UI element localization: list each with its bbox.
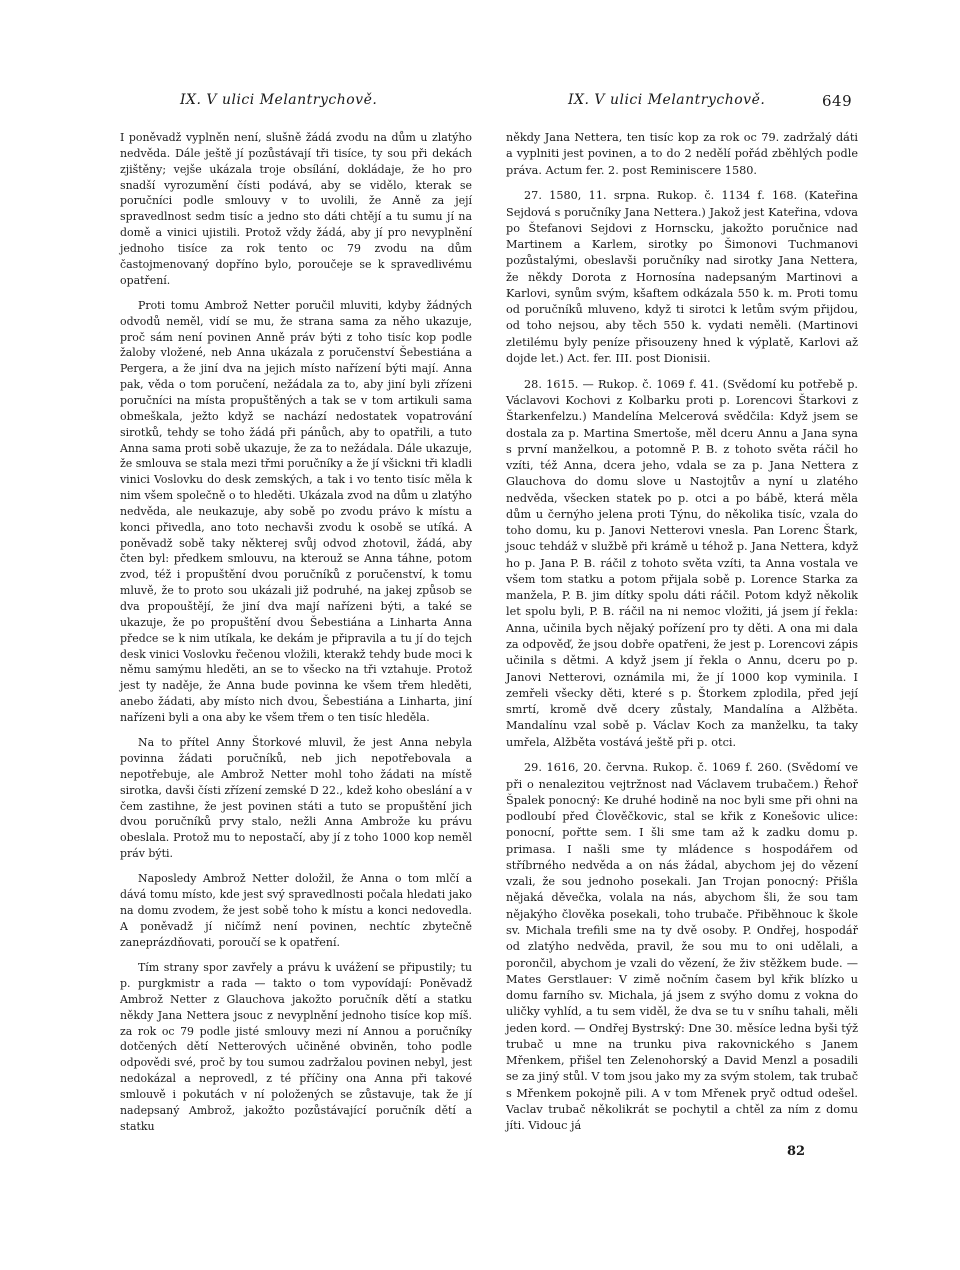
paragraph: 27. 1580, 11. srpna. Rukop. č. 1134 f. 168. (Kateřina Sejdová s poručníky Jana Nettera.) Jakož jest Kateřina, vdova po Štefanovi Sejdovi z Hornscku, jakožto poručnice nad Martinem a Karlem, sirotky po Šimonovi Tuchmanovi pozůstalými, obeslavši poručníky nad sirotky Jana Nettera, že někdy Dorota z Hornosína nadepsaným Martinovi a Karlovi, synům svým, kšaftem odkázala 550 k. m. Proti tomu od poručníků mluveno, když ti sirotci k letům svým přijdou, od toho nejsou, aby těch 550 k. vydati neměli. (Martinovi zletilému byly peníze přisouzeny hned k výplatě, Karlovi až dojde let.) Act. fer. III. post Dionisii.: [506, 189, 858, 365]
paragraph: Naposledy Ambrož Netter doložil, že Anna o tom mlčí a dává tomu místo, kde jest svý spravedlnosti počala hledati jako na domu zvodem, že jest sobě toho k místu a konci nedovedla. A poněvadž jí ničímž není povinen, nechtíc zbytečně zaneprázdňovati, poroučí se k opatření.: [120, 872, 472, 949]
signature-mark: 82: [787, 1144, 806, 1159]
right-column: [506, 130, 858, 1134]
paragraph: I poněvadž vyplněn není, slušně žádá zvodu na dům u zlatýho nedvěda. Dále ještě jí pozůstávají tři tisíce, ty sou při dekách zjištěny; vejše ukázala troje obsílání, dokládaje, že ho pro snadší vyrozumění čísti podává, aby se vidělo, kterak se poručníci podle smlouvy v to uvolili, že Anně za její spravedlnost sedm tisíc a jedno sto dáti chtějí a tu sumu jí na domě a vinici ujistili. Protož vždy žádá, aby jí pro nevyplnění jednoho tisíce za rok tento oc 79 zvodu na dům častojmenovaný dopříno bylo, poroučeje se k spravedlivému opatření.: [120, 131, 472, 287]
running-header-right: IX. V ulici Melantrychově.: [568, 92, 766, 108]
paragraph: 28. 1615. — Rukop. č. 1069 f. 41. (Svědomí ku potřebě p. Václavovi Kochovi z Kolbarku proti p. Lorencovi Štarkovi z Štarkenfelzu.) Mandelína Melcerová svědčila: Když jsem se dostala za p. Martina Smertoše, měl dceru Annu a Jana syna s první manželkou, a potomně P. B. z tohoto světa ráčil ho vzíti, též Anna, dcera jeho, vdala se za p. Jana Nettera z Glauchova do domu slove u Nastojtův a nyní u zlatého nedvěda, všecken statek po p. otci a po bábě, která měla dům u černýho jelena proti Týnu, do několika tisíc, vzala do toho domu, ku p. Janovi Netterovi vnesla. Pan Lorenc Štark, jsouc tehdáž v službě při krámě u téhož p. Jana Nettera, když ho p. Jana P. B. ráčil z tohoto světa vzíti, ta Anna vostala ve všem tom statku a potom přijala sobě p. Lorence Starka za manžela, P. B. jim dítky spolu dáti ráčil. Potom když několik let spolu byli, P. B. ráčil na ni nemoc vložiti, já jsem jí řekla: Anna, učinila bych nějaký pořízení pro ty děti. A ona mi dala za odpověď, že jsou dobře opatřeni, že jest p. Lorencovi zápis učinila s dětmi. A když jsem jí řekla o Annu, dceru po p. Janovi Netterovi, oznámila mi, že jí 1000 kop vyminila. I zemřeli všecky děti, které s p. Štorkem zplodila, před její smrtí, kromě dvě dcery zůstaly, Mandalína a Alžběta. Mandalínu vzal sobě p. Václav Koch za manželku, ta taky umřela, Alžběta vostává ještě při p. otci.: [506, 377, 858, 749]
left-column: [120, 130, 472, 1134]
paragraph: někdy Jana Nettera, ten tisíc kop za rok oc 79. zadržalý dáti a vyplniti jest povinen, a to do 2 nedělí pořád zběhlých podle práva. Actum fer. 2. post Reminiscere 1580.: [506, 131, 858, 177]
paragraph: 29. 1616, 20. června. Rukop. č. 1069 f. 260. (Svědomí ve při o nenalezitou vejtržnost nad Václavem trubačem.) Řehoř Špalek ponocný: Ke druhé hodině na noc byli sme při ohni na podloubí před Člověčkovic, stal se křik z Konešovic ulice: ponocní, pořtte sem. I šli sme tam až k zadku domu p. primasa. I našli sme ty mládence s hospodářem od stříbrného nedvěda a on nás žádal, abychom jej do vězení vzali, že sou jednoho posekali. Jan Trojan ponocný: Přišla nějaká děvečka, volala na nás, abychom šli, že sou tam nějakýho člověka posekali, toho trubače. Přiběhnouc k škole sv. Michala trefili sme na ty dvě osoby. P. Ondřej, hospodář od zlatýho nedvěda, pravil, že sou mu to oni udělali, a porončil, abychom je vzali do vězení, že živ stěžkem bude. — Mates Gerstlauer: V zimě nočním časem byl křik blízko u domu farního sv. Michala, já jsem z svýho domu z vokna do uličky vyhlíd, a tu sem viděl, že dva se tu v sníhu tahali, měli jeden kord. — Ondřej Bystrský: Dne 30. měsíce ledna byši týž trubač u mne na trunku piva rakovnického s Janem Mřenkem, přišel ten Zelenohorský a David Menzl a posadili se za jiný stůl. V tom jsou jako my za svým stolem, tak trubač s Mřenkem pokojně pili. A v tom Mřenek pryč odtud odešel. Vaclav trubač několikrát se pochytil a chtěl za ním z domu jíti. Vidouc já: [506, 761, 858, 1133]
paragraph: Proti tomu Ambrož Netter poručil mluviti, kdyby žádných odvodů neměl, vidí se mu, že strana sama za něho ukazuje, proč sám není povinen Anně práv býti z toho tisíc kop podle žaloby vložené, neb Anna ukázala z poručenství Šebestiána a Pergera, a že jiní dva na jejich místo nařízení býti mají. Anna pak, věda o tom poručení, nežádala za to, aby jiní byli zřízeni poručníci na místa propuštěných a tak se v tom artikuli sama obmeškala, ježto když se nachází nedostatek vopatrování sirotků, tehdy se toho žádá při pánůch, aby to opatřili, a tuto Anna sama proti sobě ukazuje, že za to nežádala. Dále ukazuje, že smlouva se stala mezi třmi poručníky a že jí všickni tři kladli vinici Voslovku do desk zemských, a tak i vo tento tisíc měla k nim všem společně o to hleděti. Ukázala zvod na dům u zlatýho nedvěda, ale neukazuje, aby sobě po zvodu právo k místu a konci přivedla, ano toto nechavši zvodu k osobě se utíká. A poněvadž sobě taky některej svůj odvod zhotovil, žádá, aby čten byl: předkem smlouvu, na kterouž se Anna táhne, potom zvod, též i propuštění dvou poručníků z poručenství, k tomu mluvě, že to proto sou ukázali již podruhé, na jakej způsob se dva propouštějí, že jiní dva mají nařízeni býti, a také se ukazuje, že po propuštění dvou Šebestiána a Linharta Anna předce se k nim utíkala, ke dekám je připravila a tu jí do tejch desk vinici Voslovku řečenou vložili, kterakž tehdy bude moci k němu samýmu hleděti, an se to všecko na tři vztahuje. Protož jest ty naděje, že Anna bude povinna ke všem třem hleděti, anebo žádati, aby místo nich dvou, Šebestiána a Linharta, jiní nařízeni byli a ona aby ke všem třem o ten tisíc hleděla.: [120, 298, 472, 724]
paragraph: Na to přítel Anny Štorkové mluvil, že jest Anna nebyla povinna žádati poručníků, neb jich nepotřebovala a nepotřebuje, ale Ambrož Netter mohl toho žádati na místě sirotka, davši čísti zřízení zemské D 22., kdež koho obeslání a v čem zastihne, že jest povinen státi a tuto se propuštění jich dvou poručníků prvy stalo, nežli Anna Ambrože ku právu obeslala. Protož mu to nepostačí, aby jí z toho 1000 kop neměl práv býti.: [120, 736, 472, 861]
running-header-left: IX. V ulici Melantrychově.: [180, 92, 378, 108]
page-number: 649: [822, 92, 853, 110]
paragraph: Tím strany spor zavřely a právu k uvážení se připustily; tu p. purgkmistr a rada — takto o tom vypovídají: Poněvadž Ambrož Netter z Glauchova jakožto poručník dětí a statku někdy Jana Nettera jsouc z nevyplnění jednoho tisíce kop míš. za rok oc 79 podle jisté smlouvy mezi ní Annou a poručníky dotčených dětí Netterových učiněné obviněn, toho podle odpovědi své, proč by tou sumou zadržalou povinen nebyl, jest nedokázal a neprovedl, z té příčiny ona Anna při takové smlouvě i pokutách v ní položených se zůstavuje, tak že jí nadepsaný Ambrož, jakožto pozůstávající poručník dětí a statku: [120, 961, 472, 1133]
